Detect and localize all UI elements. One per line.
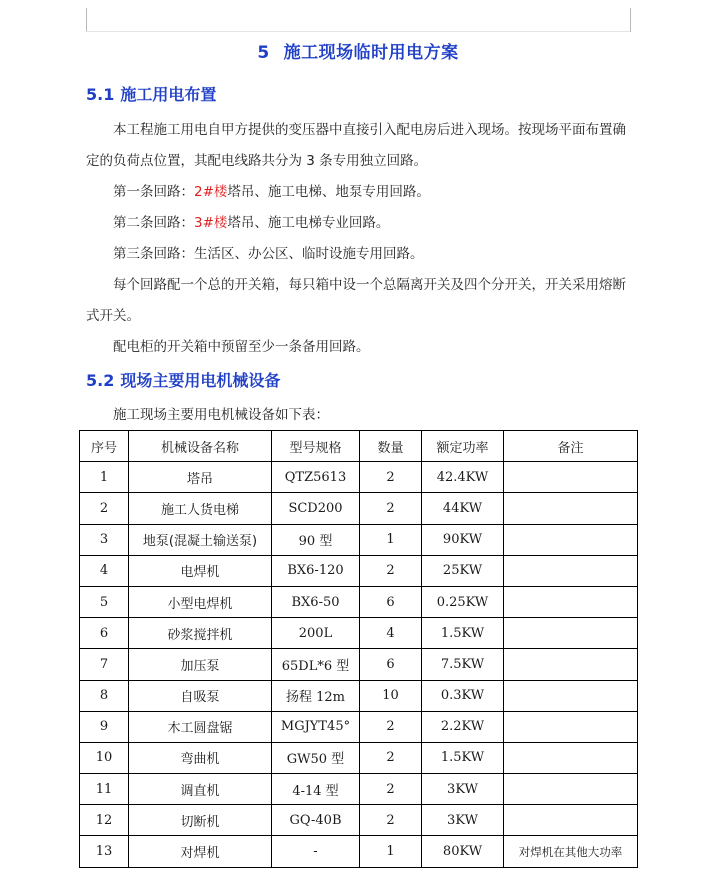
table-header-row [80,431,638,462]
cell-note [504,774,638,805]
cell-qty: 2 [360,805,422,836]
cell-name: 小型电焊机 [129,586,272,617]
paragraph-reserve: 配电柜的开关箱中预留至少一条备用回路。 [113,339,370,355]
cell-model: 65DL*6 型 [272,649,360,680]
cell-qty: 1 [360,524,422,555]
margin-corner-mark-left [86,8,87,32]
cell-no: 11 [80,774,129,805]
table-row [80,711,638,742]
cell-power: 80KW [422,836,504,867]
table-row [80,462,638,493]
cell-model: QTZ5613 [272,462,360,493]
cell-qty: 2 [360,711,422,742]
cell-model: BX6-50 [272,586,360,617]
header-name: 机械设备名称 [129,431,272,462]
table-row [80,649,638,680]
subsection-heading-5-1 [86,82,216,105]
section-heading [0,38,716,63]
cell-qty: 10 [360,680,422,711]
subsection-title: 施工用电布置 [120,85,217,104]
cell-name: 弯曲机 [129,742,272,773]
paragraph-circuit-2 [86,208,631,239]
cell-qty: 4 [360,618,422,649]
cell-note [504,555,638,586]
cell-name: 施工人货电梯 [129,493,272,524]
cell-note [504,649,638,680]
cell-no: 7 [80,649,129,680]
cell-note [504,462,638,493]
table-body [80,462,638,867]
table-row [80,586,638,617]
table-row [80,555,638,586]
circuit-1-building: 2#楼 [194,184,228,200]
cell-name: 地泵(混凝土输送泵) [129,524,272,555]
cell-no: 1 [80,462,129,493]
cell-name: 木工圆盘锯 [129,711,272,742]
cell-model: BX6-120 [272,555,360,586]
cell-model: 200L [272,618,360,649]
header-no: 序号 [80,431,129,462]
cell-no: 13 [80,836,129,867]
cell-note [504,742,638,773]
cell-note [504,680,638,711]
cell-model: SCD200 [272,493,360,524]
cell-no: 5 [80,586,129,617]
header-qty: 数量 [360,431,422,462]
header-margin-line [86,31,631,32]
cell-power: 7.5KW [422,649,504,680]
margin-corner-mark-right [630,8,631,32]
paragraph-intro: 本工程施工用电自甲方提供的变压器中直接引入配电房后进入现场。按现场平面布置确定的负荷点位置，其配电线路共分为 3 条专用独立回路。 [86,122,626,169]
cell-model: - [272,836,360,867]
subsection-number: 5.2 [86,371,115,390]
header-model: 型号规格 [272,431,360,462]
cell-note [504,711,638,742]
table-row [80,493,638,524]
paragraph-circuit-1 [86,177,631,208]
equipment-table [79,430,638,868]
cell-model: 4-14 型 [272,774,360,805]
cell-qty: 1 [360,836,422,867]
cell-note [504,805,638,836]
circuit-2-prefix: 第二条回路： [113,215,194,231]
subsection-title: 现场主要用电机械设备 [120,371,281,390]
cell-qty: 2 [360,462,422,493]
cell-model: GW50 型 [272,742,360,773]
cell-no: 10 [80,742,129,773]
header-note: 备注 [504,431,638,462]
cell-qty: 2 [360,742,422,773]
section-title: 施工现场临时用电方案 [283,43,459,63]
circuit-1-prefix: 第一条回路： [113,184,194,200]
cell-power: 25KW [422,555,504,586]
cell-name: 对焊机 [129,836,272,867]
cell-model: GQ-40B [272,805,360,836]
table-row [80,774,638,805]
cell-qty: 2 [360,555,422,586]
cell-no: 12 [80,805,129,836]
cell-name: 加压泵 [129,649,272,680]
circuit-2-text: 塔吊、施工电梯专业回路。 [227,215,390,231]
circuit-1-text: 塔吊、施工电梯、地泵专用回路。 [227,184,430,200]
cell-note [504,586,638,617]
cell-model: 90 型 [272,524,360,555]
cell-power: 2.2KW [422,711,504,742]
cell-power: 3KW [422,774,504,805]
cell-power: 0.25KW [422,586,504,617]
cell-qty: 6 [360,649,422,680]
cell-name: 自吸泵 [129,680,272,711]
cell-power: 42.4KW [422,462,504,493]
table-row [80,618,638,649]
table-row [80,680,638,711]
cell-model: MGJYT45° [272,711,360,742]
cell-name: 塔吊 [129,462,272,493]
table-row [80,524,638,555]
cell-no: 6 [80,618,129,649]
cell-name: 电焊机 [129,555,272,586]
cell-no: 2 [80,493,129,524]
header-power: 额定功率 [422,431,504,462]
cell-no: 8 [80,680,129,711]
cell-qty: 2 [360,774,422,805]
table-row [80,836,638,867]
cell-power: 3KW [422,805,504,836]
cell-note [504,524,638,555]
cell-power: 90KW [422,524,504,555]
cell-note [504,493,638,524]
cell-qty: 6 [360,586,422,617]
cell-no: 4 [80,555,129,586]
cell-name: 砂浆搅拌机 [129,618,272,649]
cell-name: 调直机 [129,774,272,805]
cell-no: 9 [80,711,129,742]
cell-note: 对焊机在其他大功率 [504,836,638,867]
circuit-2-building: 3#楼 [194,215,228,231]
section-number: 5 [257,43,270,63]
cell-power: 44KW [422,493,504,524]
table-row [80,742,638,773]
paragraph-circuit-3: 第三条回路：生活区、办公区、临时设施专用回路。 [113,246,424,262]
table-row [80,805,638,836]
cell-note [504,618,638,649]
cell-model: 扬程 12m [272,680,360,711]
table-intro: 施工现场主要用电机械设备如下表： [113,407,329,423]
cell-name: 切断机 [129,805,272,836]
subsection-number: 5.1 [86,85,115,104]
cell-no: 3 [80,524,129,555]
cell-qty: 2 [360,493,422,524]
subsection-heading-5-2 [86,368,280,391]
paragraph-switchbox: 每个回路配一个总的开关箱，每只箱中设一个总隔离开关及四个分开关，开关采用熔断式开关。 [86,277,626,324]
cell-power: 0.3KW [422,680,504,711]
cell-power: 1.5KW [422,742,504,773]
cell-power: 1.5KW [422,618,504,649]
